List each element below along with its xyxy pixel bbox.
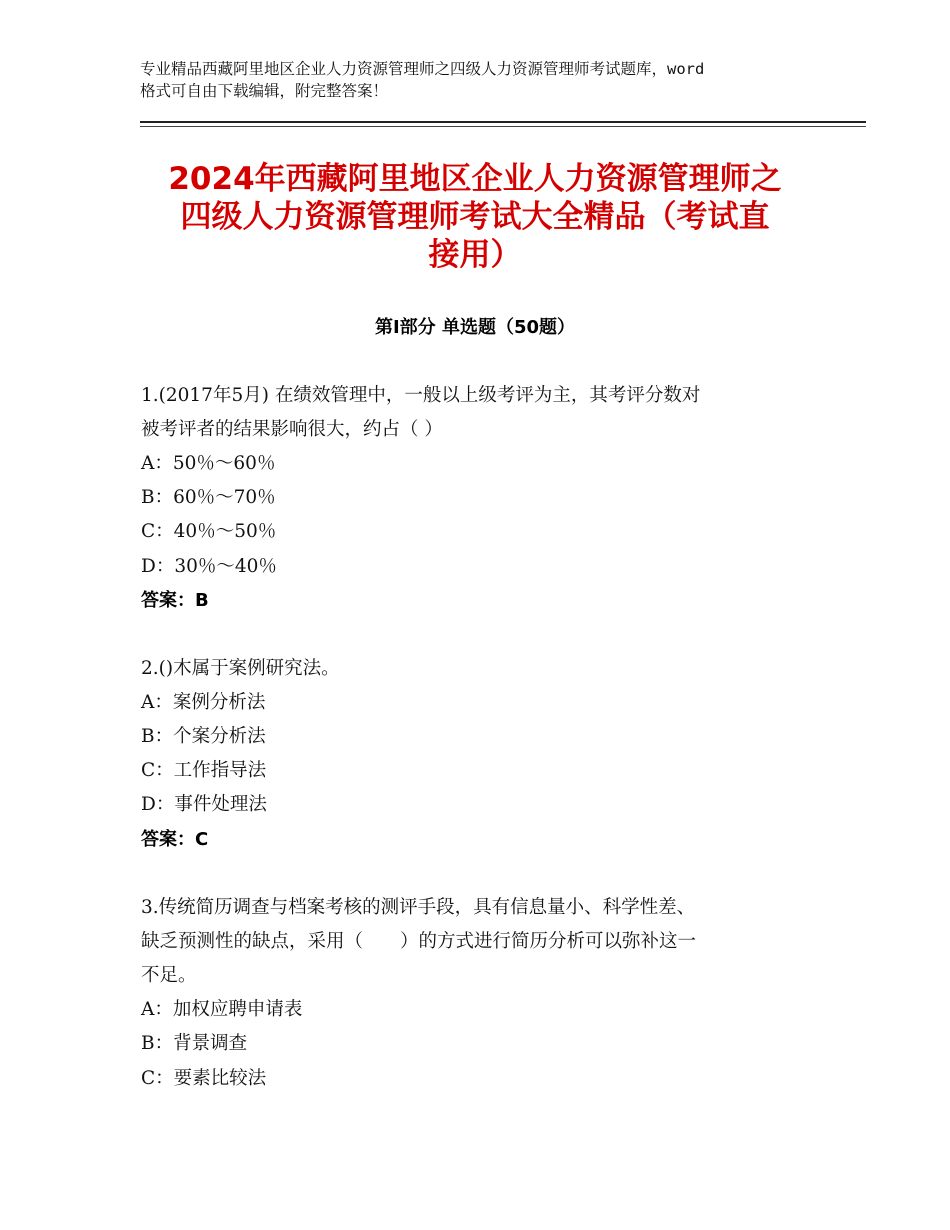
answer-label: 答案：C <box>141 829 209 850</box>
option-c: C：要素比较法 <box>141 1068 267 1089</box>
option-d: D：事件处理法 <box>141 794 267 815</box>
section-title: 第Ⅰ部分 单选题（50题） <box>374 317 575 338</box>
question-stem: 2.()木属于案例研究法。 <box>141 658 340 679</box>
option-b: B：60％～70％ <box>141 487 276 508</box>
option-a: A：加权应聘申请表 <box>141 999 303 1020</box>
question-stem: 1.(2017年5月) 在绩效管理中，一般以上级考评为主，其考评分数对 <box>141 385 701 406</box>
option-a: A：50％～60％ <box>141 453 276 474</box>
title-line: 四级人力资源管理师考试大全精品（考试直 <box>180 199 770 235</box>
document-title <box>120 160 830 274</box>
option-c: C：工作指导法 <box>141 760 267 781</box>
header-divider <box>140 121 866 123</box>
answer-label: 答案：B <box>141 590 209 611</box>
header-note-line: 格式可自由下载编辑，附完整答案！ <box>140 82 389 100</box>
header-divider <box>140 126 866 127</box>
option-d: D：30％～40％ <box>141 556 277 577</box>
question-stem: 被考评者的结果影响很大，约占（ ） <box>141 419 443 440</box>
document-header-note <box>140 58 820 102</box>
option-b: B：背景调查 <box>141 1033 248 1054</box>
question-stem: 3.传统简历调查与档案考核的测评手段，具有信息量小、科学性差、 <box>141 897 696 918</box>
header-note-line: 专业精品西藏阿里地区企业人力资源管理师之四级人力资源管理师考试题库，word <box>140 60 705 78</box>
question-stem: 不足。 <box>141 965 197 986</box>
question-stem: 缺乏预测性的缺点，采用（ ）的方式进行简历分析可以弥补这一 <box>141 931 697 952</box>
title-line: 2024年西藏阿里地区企业人力资源管理师之 <box>168 161 782 197</box>
option-b: B：个案分析法 <box>141 726 266 747</box>
option-c: C：40％～50％ <box>141 521 277 542</box>
title-line: 接用） <box>428 237 522 273</box>
option-a: A：案例分析法 <box>141 692 266 713</box>
